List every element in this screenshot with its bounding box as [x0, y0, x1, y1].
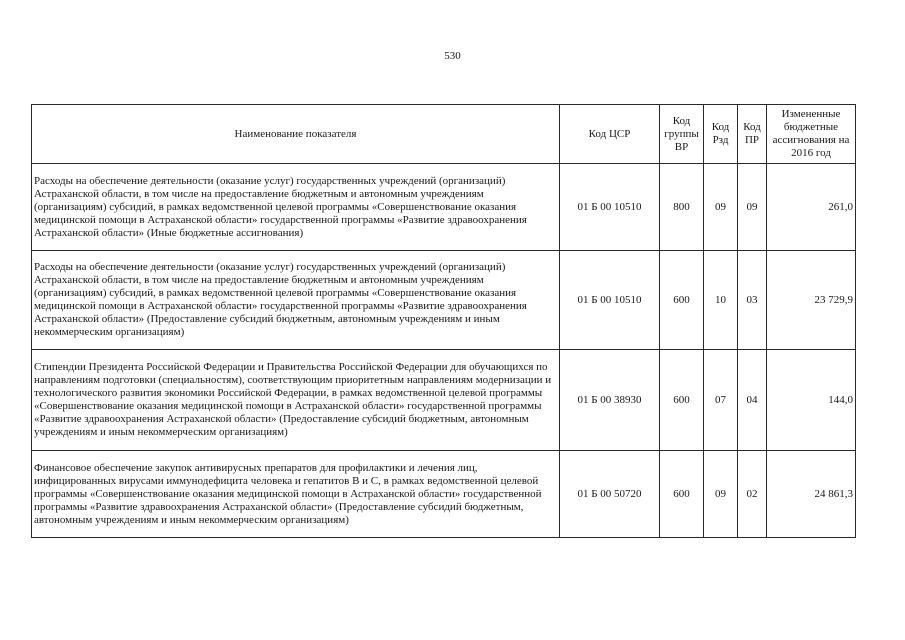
row-amount: 23 729,9	[767, 251, 856, 350]
budget-table	[31, 104, 856, 538]
header-pr: Код ПР	[738, 105, 767, 164]
row-csr: 01 Б 00 38930	[560, 350, 660, 451]
header-rzd: Код Рзд	[704, 105, 738, 164]
row-rzd: 07	[704, 350, 738, 451]
row-amount: 261,0	[767, 164, 856, 251]
header-name: Наименование показателя	[32, 105, 560, 164]
row-name: Финансовое обеспечение закупок антивирусных препаратов для профилактики и лечения лиц, инфицированных вирусами иммунодефицита человека и гепатитов В и С, в рамках ведомственной целевой программы «Совершенствование оказания медицинской помощи в Астраханской области» государственной программы «Развитие здравоохранения Астраханской области» (Предоставление субсидий бюджетным, автономным учреждениям и иным некоммерческим организациям)	[32, 451, 560, 538]
table-row	[32, 350, 856, 451]
row-vr: 600	[660, 350, 704, 451]
row-pr: 04	[738, 350, 767, 451]
header-vr: Код группы ВР	[660, 105, 704, 164]
table-row	[32, 451, 856, 538]
header-amount: Измененные бюджетные ассигнования на 2016 год	[767, 105, 856, 164]
row-rzd: 09	[704, 164, 738, 251]
row-csr: 01 Б 00 10510	[560, 251, 660, 350]
row-vr: 600	[660, 251, 704, 350]
row-csr: 01 Б 00 10510	[560, 164, 660, 251]
page-number: 530	[444, 50, 461, 62]
row-rzd: 09	[704, 451, 738, 538]
row-name: Стипендии Президента Российской Федерации и Правительства Российской Федерации для обучающихся по направлениям подготовки (специальностям), соответствующим приоритетным направлениям модернизации и технологического развития экономики Российской Федерации, в рамках ведомственной целевой программы «Совершенствование оказания медицинской помощи в Астраханской области» государственной программы «Развитие здравоохранения Астраханской области» (Предоставление субсидий бюджетным, автономным учреждениям и иным некоммерческим организациям)	[32, 350, 560, 451]
row-vr: 800	[660, 164, 704, 251]
row-pr: 09	[738, 164, 767, 251]
row-csr: 01 Б 00 50720	[560, 451, 660, 538]
table-row	[32, 251, 856, 350]
row-pr: 02	[738, 451, 767, 538]
row-amount: 24 861,3	[767, 451, 856, 538]
table-row	[32, 164, 856, 251]
header-csr: Код ЦСР	[560, 105, 660, 164]
row-rzd: 10	[704, 251, 738, 350]
row-name: Расходы на обеспечение деятельности (оказание услуг) государственных учреждений (организаций) Астраханской области, в том числе на предоставление бюджетным и автономным учреждениям (организациям) субсидий, в рамках ведомственной целевой программы «Совершенствование оказания медицинской помощи в Астраханской области» государственной программы «Развитие здравоохранения Астраханской области» (Предоставление субсидий бюджетным, автономным учреждениям и иным некоммерческим организациям)	[32, 251, 560, 350]
row-name: Расходы на обеспечение деятельности (оказание услуг) государственных учреждений (организаций) Астраханской области, в том числе на предоставление бюджетным и автономным учреждениям (организациям) субсидий, в рамках ведомственной целевой программы «Совершенствование оказания медицинской помощи в Астраханской области» государственной программы «Развитие здравоохранения Астраханской области» (Иные бюджетные ассигнования)	[32, 164, 560, 251]
row-pr: 03	[738, 251, 767, 350]
row-amount: 144,0	[767, 350, 856, 451]
table-header-row	[32, 105, 856, 164]
row-vr: 600	[660, 451, 704, 538]
